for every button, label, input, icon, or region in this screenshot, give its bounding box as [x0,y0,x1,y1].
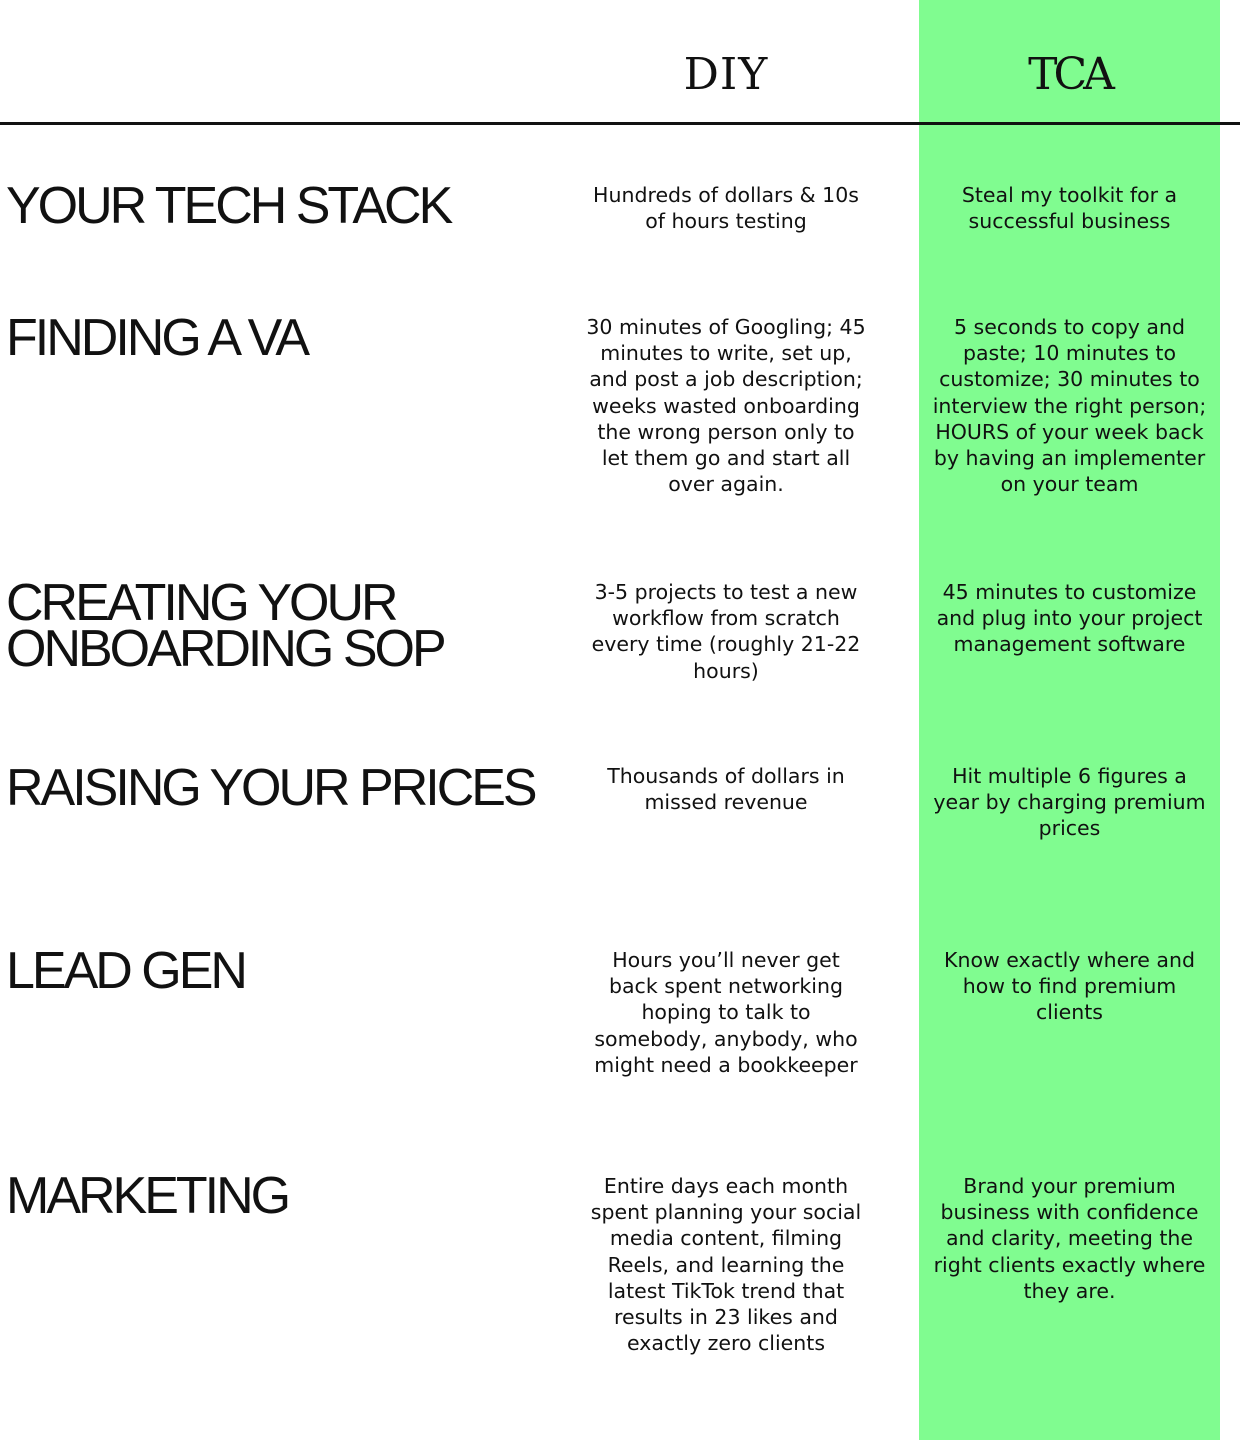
tca-cell: 45 minutes to customize and plug into your project management software [936,580,1203,657]
diy-cell: Entire days each month spent planning your social media content, filming Reels, and learning the latest TikTok trend that results in 23 likes and exactly zero clients [590,1174,862,1356]
diy-cell: 3-5 projects to test a new workflow from scratch every time (roughly 21-22 hours) [591,580,861,683]
tca-cell: 5 seconds to copy and paste; 10 minutes to customize; 30 minutes to interview the right person; HOURS of your week back by having an implementer on your team [932,315,1207,497]
row-title: FINDING A VA [6,309,308,367]
row-title: RAISING YOUR PRICES [6,759,535,817]
diy-cell: Hundreds of dollars & 10s of hours testing [593,183,859,234]
diy-cell: 30 minutes of Googling; 45 minutes to write, set up, and post a job description; weeks wasted onboarding the wrong person only to let them go and start all over again. [586,315,866,497]
row-title: CREATING YOUR ONBOARDING SOP [6,574,444,678]
tca-cell: Know exactly where and how to find premium clients [944,948,1195,1025]
tca-cell: Steal my toolkit for a successful business [961,183,1178,234]
header-divider [0,122,1240,125]
tca-cell: Brand your premium business with confidence and clarity, meeting the right clients exactly where they are. [933,1174,1206,1303]
tca-logo: TCA [1028,49,1111,100]
row-title: LEAD GEN [6,942,245,1000]
row-title: MARKETING [6,1167,289,1225]
tca-cell: Hit multiple 6 figures a year by charging premium prices [933,764,1206,841]
diy-cell: Hours you’ll never get back spent networking hoping to talk to somebody, anybody, who might need a bookkeeper [594,948,858,1077]
row-title: YOUR TECH STACK [6,177,451,235]
diy-cell: Thousands of dollars in missed revenue [607,764,845,815]
diy-column-heading: DIY [683,49,769,100]
